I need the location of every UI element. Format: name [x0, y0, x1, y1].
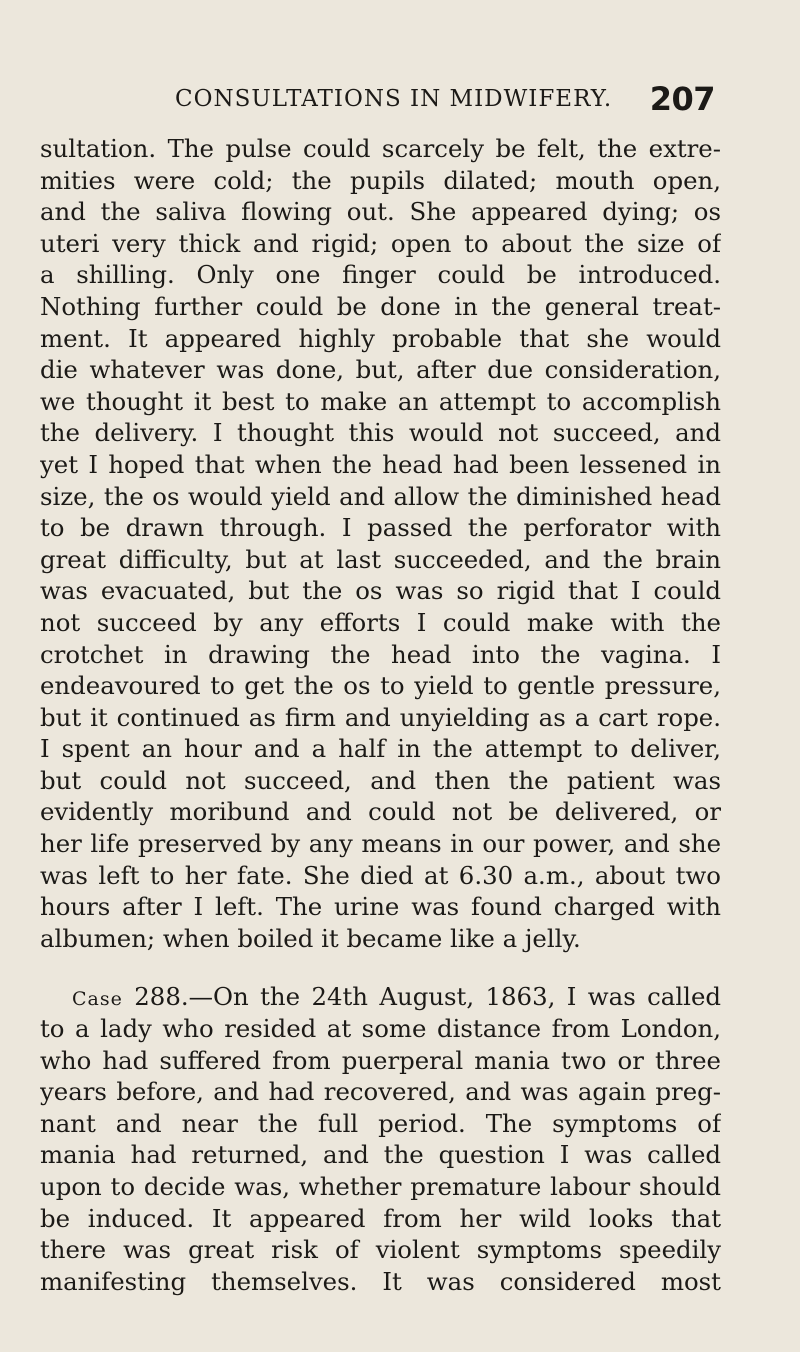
text-line: size, the os would yield and allow the diminished head: [40, 481, 721, 511]
text-line: was evacuated, but the os was so rigid that I could: [40, 576, 721, 606]
text-line: there was great risk of violent symptoms speedily: [40, 1235, 721, 1265]
text-line: who had suffered from puerperal mania two or three: [40, 1045, 721, 1075]
text-line: years before, and had recovered, and was again preg-: [40, 1077, 721, 1107]
running-head: CONSULTATIONS IN MIDWIFERY.: [175, 86, 613, 112]
text-line: not succeed by any efforts I could make with the: [40, 607, 721, 637]
text-line: die whatever was done, but, after due consideration,: [40, 355, 721, 385]
text-line: upon to decide was, whether premature labour should: [40, 1172, 721, 1201]
text-line: I spent an hour and a half in the attempt to deliver,: [40, 734, 721, 764]
text-line: but could not succeed, and then the patient was: [40, 765, 721, 795]
text-line: mania had returned, and the question I was called: [40, 1140, 721, 1170]
text-line: [40, 981, 721, 1013]
text-line: to be drawn through. I passed the perforator with: [40, 513, 721, 543]
page-number: 207: [649, 80, 715, 118]
paragraph-2: [40, 981, 721, 1297]
body-text: [40, 133, 721, 1297]
text-line: to a lady who resided at some distance from London,: [40, 1014, 721, 1044]
text-line: was left to her fate. She died at 6.30 a.m., about two: [40, 860, 721, 890]
text-line: great difficulty, but at last succeeded, and the brain: [40, 544, 721, 574]
paragraph-1: [40, 133, 721, 954]
text-line: endeavoured to get the os to yield to gentle pressure,: [40, 671, 721, 701]
page-header: [175, 80, 715, 120]
paragraph-gap: [40, 954, 721, 981]
text-line: manifesting themselves. It was considered most: [40, 1266, 721, 1296]
text-line: uteri very thick and rigid; open to about the size of: [40, 228, 721, 258]
text-line: yet I hoped that when the head had been lessened in: [40, 449, 721, 479]
text-line: mities were cold; the pupils dilated; mouth open,: [40, 165, 721, 195]
text-line: hours after I left. The urine was found charged with: [40, 892, 721, 922]
case-line-rest: 288.—On the 24th August, 1863, I was called: [122, 982, 721, 1012]
text-line: evidently moribund and could not be delivered, or: [40, 797, 721, 827]
text-line: a shilling. Only one finger could be introduced.: [40, 260, 721, 290]
text-line: and the saliva flowing out. She appeared dying; os: [40, 197, 721, 227]
case-label: Case: [72, 988, 123, 1011]
text-line: nant and near the full period. The symptoms of: [40, 1108, 721, 1138]
text-line: albumen; when boiled it became like a jelly.: [40, 923, 581, 953]
text-line: ment. It appeared highly probable that she would: [40, 323, 721, 353]
text-line: be induced. It appeared from her wild looks that: [40, 1203, 721, 1233]
text-line: crotchet in drawing the head into the vagina. I: [40, 639, 721, 669]
text-line: her life preserved by any means in our power, and she: [40, 829, 721, 859]
text-line: the delivery. I thought this would not succeed, and: [40, 418, 721, 448]
text-line: Nothing further could be done in the general treat-: [40, 291, 721, 321]
text-line: sultation. The pulse could scarcely be felt, the extre-: [40, 134, 721, 163]
text-line: but it continued as firm and unyielding as a cart rope.: [40, 702, 721, 732]
text-line: we thought it best to make an attempt to accomplish: [40, 386, 721, 416]
